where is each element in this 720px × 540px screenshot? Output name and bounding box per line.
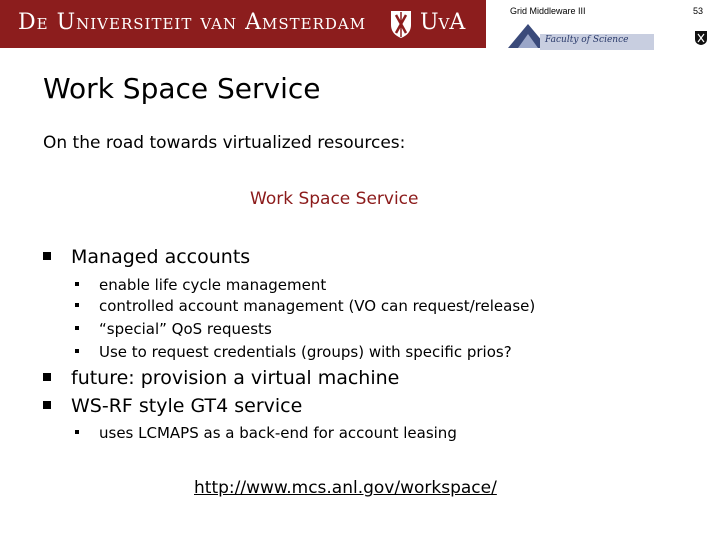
sub-bullet [75, 320, 272, 338]
square-bullet-icon [43, 401, 51, 409]
small-square-bullet-icon [75, 326, 79, 330]
slide-title: Work Space Service [43, 72, 321, 105]
small-square-bullet-icon [75, 303, 79, 307]
university-banner [0, 0, 486, 48]
sub-bullet-text: “special” QoS requests [99, 320, 272, 338]
sub-bullet-text: uses LCMAPS as a back-end for account leasing [99, 424, 457, 442]
bullet-managed-accounts [43, 246, 250, 268]
bullet-text: Managed accounts [71, 246, 251, 268]
sub-bullet [75, 424, 457, 442]
small-crest-icon [694, 30, 708, 46]
bullet-text: future: provision a virtual machine [71, 367, 400, 389]
course-title: Grid Middleware III [510, 6, 586, 16]
small-square-bullet-icon [75, 430, 79, 434]
sub-bullet-text: controlled account management (VO can request/release) [99, 297, 536, 315]
slide-intro: On the road towards virtualized resources: [43, 133, 406, 153]
sub-bullet-text: enable life cycle management [99, 276, 327, 294]
sub-bullet [75, 343, 512, 361]
workspace-link[interactable]: http://www.mcs.anl.gov/workspace/ [194, 478, 497, 498]
small-square-bullet-icon [75, 349, 79, 353]
sub-bullet [75, 276, 326, 294]
square-bullet-icon [43, 373, 51, 381]
square-bullet-icon [43, 252, 51, 260]
bullet-wsrf [43, 395, 302, 417]
bullet-future [43, 367, 399, 389]
section-heading: Work Space Service [250, 189, 419, 209]
page-number: 53 [693, 6, 704, 16]
sub-bullet [75, 297, 535, 315]
sub-bullet-text: Use to request credentials (groups) with specific prios? [99, 343, 512, 361]
faculty-label: Faculty of Science [545, 35, 629, 45]
bullet-text: WS-RF style GT4 service [71, 395, 303, 417]
university-name: De Universiteit van Amsterdam [18, 10, 367, 35]
uva-crest-icon [388, 9, 414, 39]
small-square-bullet-icon [75, 282, 79, 286]
uva-wordmark: UvA [420, 10, 466, 35]
